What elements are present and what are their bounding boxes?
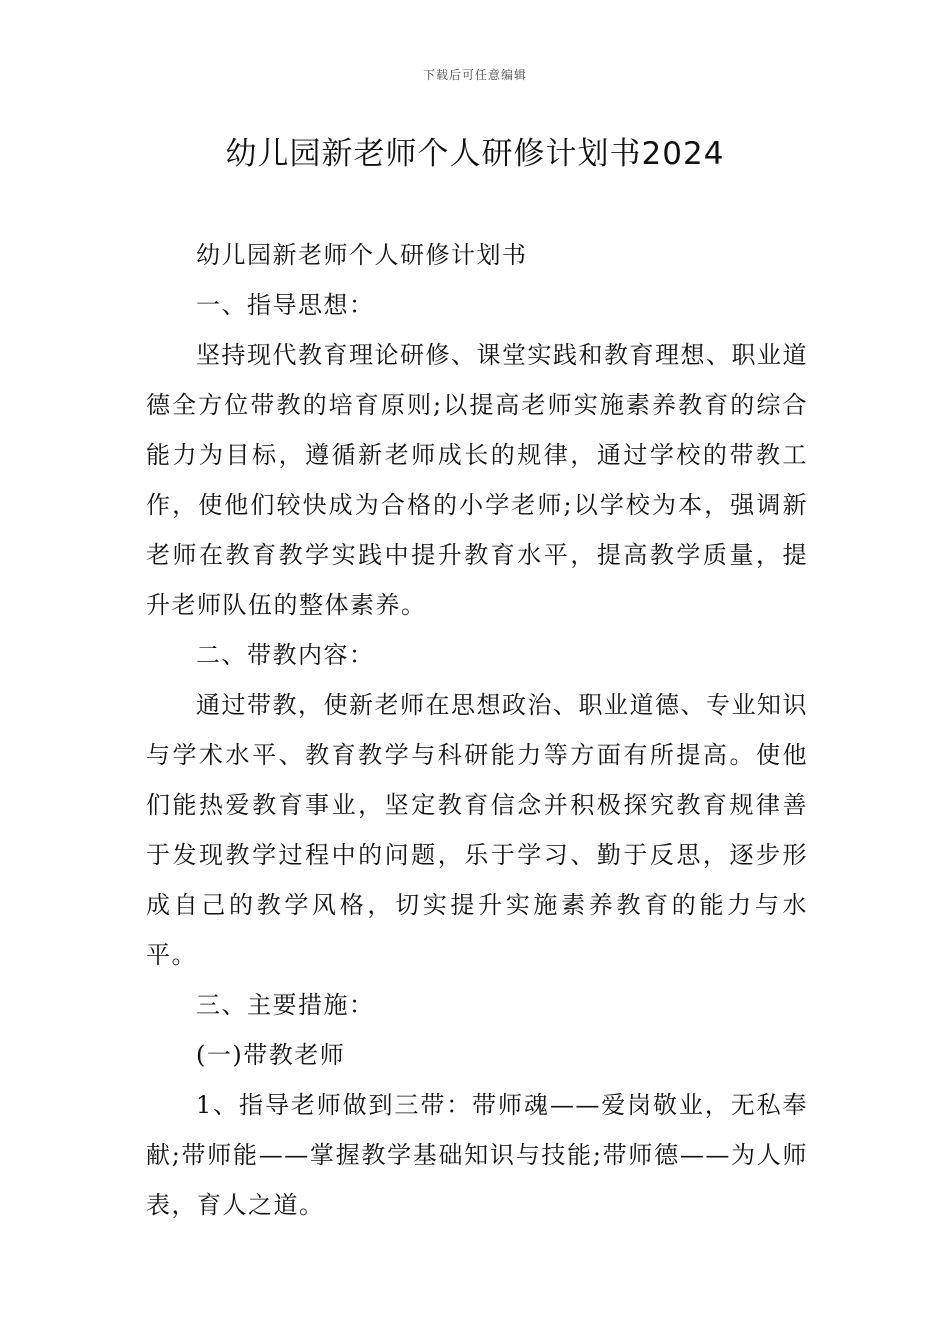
body-paragraph: 1、指导老师做到三带：带师魂——爱岗敬业，无私奉献;带师能——掌握教学基础知识与技能;带师德——为人师表，育人之道。 bbox=[146, 1091, 808, 1219]
section-heading-guiding-thought: 一、指导思想： bbox=[196, 291, 375, 319]
document-title: 幼儿园新老师个人研修计划书2024 bbox=[225, 136, 725, 172]
subtitle-paragraph: 幼儿园新老师个人研修计划书 bbox=[196, 241, 528, 269]
body-paragraph: 通过带教，使新老师在思想政治、职业道德、专业知识与学术水平、教育教学与科研能力等方面有所提高。使他们能热爱教育事业，坚定教育信念并积极探究教育规律善于发现教学过程中的问题，乐于学习、勤于反思，逐步形成自己的教学风格，切实提升实施素养教育的能力与水平。 bbox=[146, 691, 808, 969]
section-heading-main-measures: 三、主要措施： bbox=[196, 991, 375, 1019]
body-paragraph: 坚持现代教育理论研修、课堂实践和教育理想、职业道德全方位带教的培育原则;以提高老师实施素养教育的综合能力为目标，遵循新老师成长的规律，通过学校的带教工作，使他们较快成为合格的小学老师;以学校为本，强调新老师在教育教学实践中提升教育水平，提高教学质量，提升老师队伍的整体素养。 bbox=[146, 341, 808, 619]
section-heading-mentoring-content: 二、带教内容： bbox=[196, 641, 375, 669]
header-note: 下载后可任意编辑 bbox=[422, 68, 527, 82]
document-body bbox=[146, 230, 808, 1230]
subsection-heading-mentor: (一)带教老师 bbox=[196, 1041, 346, 1069]
